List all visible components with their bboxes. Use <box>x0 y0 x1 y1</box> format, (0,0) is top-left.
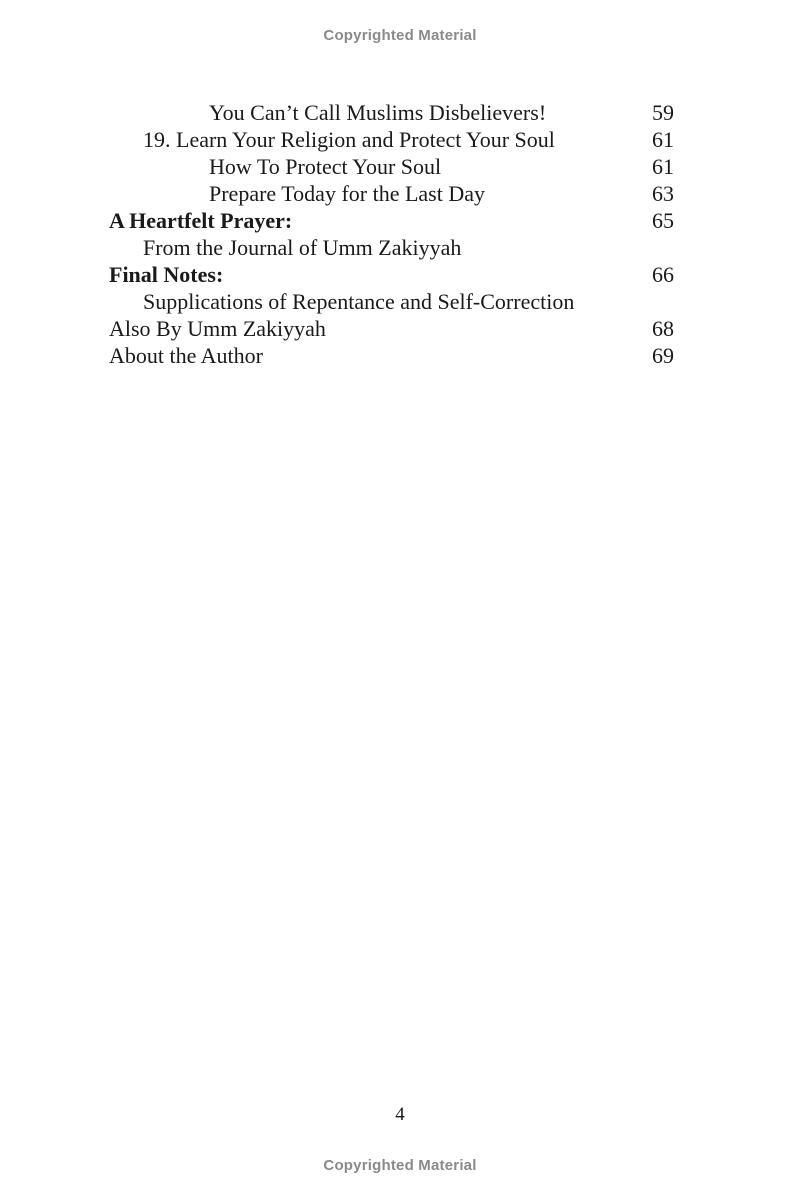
page-number: 4 <box>395 1104 405 1125</box>
toc-entry-title: Also By Umm Zakiyyah <box>109 316 326 341</box>
toc-entry[interactable] <box>109 99 674 126</box>
toc-entry-title: A Heartfelt Prayer: <box>109 208 293 233</box>
toc-section-heading[interactable] <box>109 207 674 234</box>
toc-entry-page: 61 <box>652 154 674 179</box>
toc-entry-title: Prepare Today for the Last Day <box>209 181 486 206</box>
toc-entry[interactable] <box>109 342 674 369</box>
toc-entry-title: Final Notes: <box>109 262 224 287</box>
toc-entry-title: About the Author <box>109 343 263 368</box>
toc-entry[interactable] <box>109 126 674 153</box>
toc-entry-page: 69 <box>652 343 674 368</box>
toc-entry[interactable] <box>109 180 674 207</box>
copyright-watermark-top: Copyrighted Material <box>323 27 477 44</box>
copyright-watermark-bottom: Copyrighted Material <box>323 1157 477 1174</box>
toc-entry-page: 66 <box>652 262 674 287</box>
toc-entry-title: You Can’t Call Muslims Disbelievers! <box>209 100 547 125</box>
toc-entry-title: How To Protect Your Soul <box>209 154 442 179</box>
toc-entry-page: 59 <box>652 100 674 125</box>
toc-entry-page: 61 <box>652 127 674 152</box>
toc-entry-page: 68 <box>652 316 674 341</box>
toc-entry[interactable] <box>109 315 674 342</box>
toc-section-heading[interactable] <box>109 261 674 288</box>
toc-entry-page: 65 <box>652 208 674 233</box>
toc-entry-title: 19. Learn Your Religion and Protect Your Soul <box>143 127 555 152</box>
toc-entry[interactable] <box>109 288 674 315</box>
toc-entry[interactable] <box>109 234 674 261</box>
toc-entry[interactable] <box>109 153 674 180</box>
toc-entry-page: 63 <box>652 181 674 206</box>
table-of-contents <box>109 99 674 369</box>
toc-entry-title: From the Journal of Umm Zakiyyah <box>143 235 462 260</box>
toc-entry-title: Supplications of Repentance and Self-Correction <box>143 289 575 314</box>
